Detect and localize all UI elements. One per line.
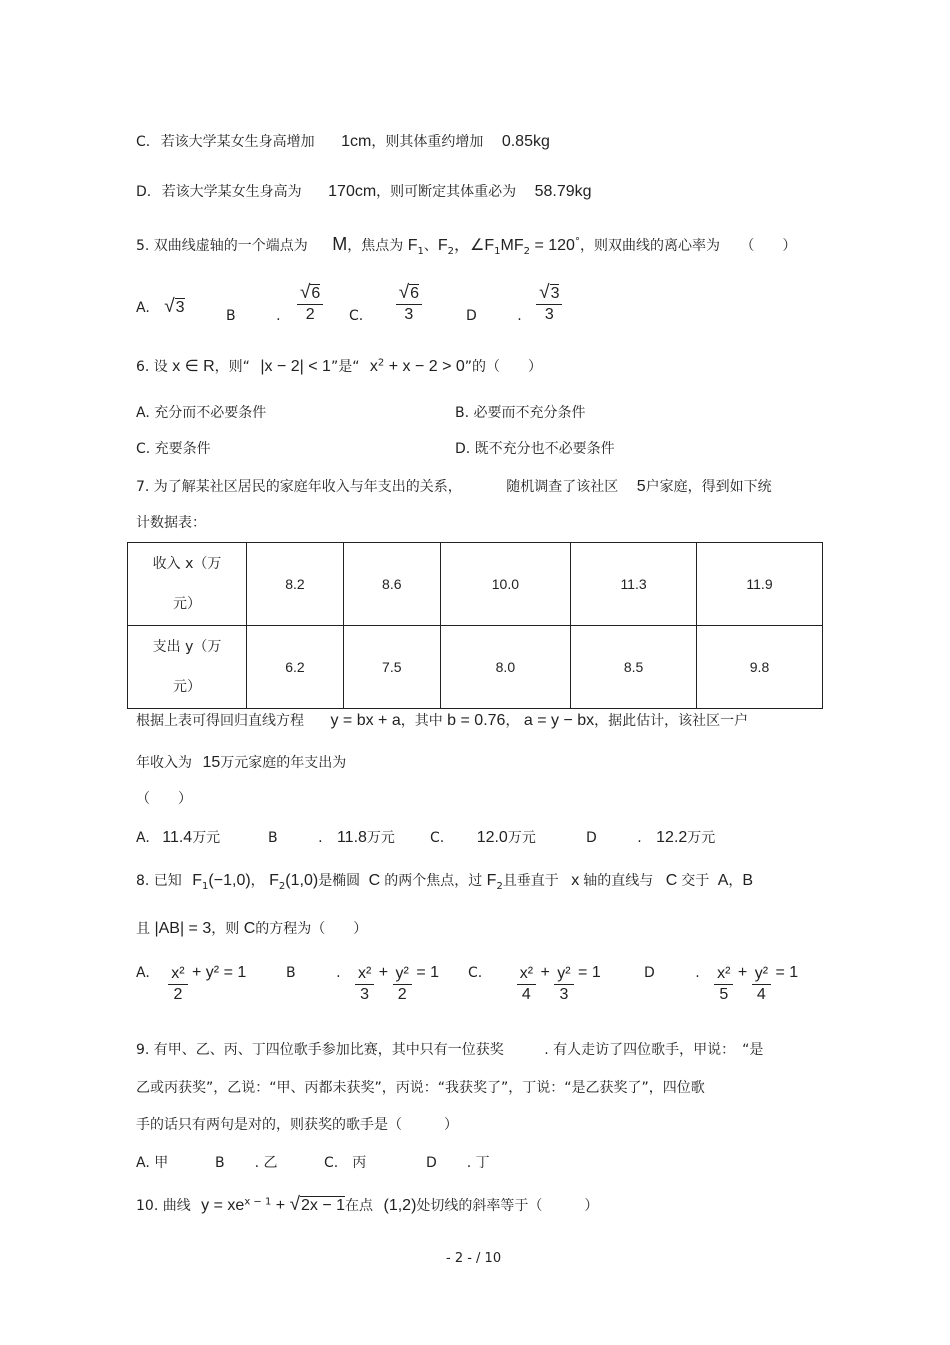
q5-option-b: B . √ $\frac{6}{2}$ [226,283,323,324]
q7-option-b: B . 11.8万元 [268,829,395,846]
q9-option-c: C. 丙 [324,1155,367,1171]
q4-option-d: D. 若该大学某女生身高为 170cm，则可断定其体重必为 58.79kg [136,183,592,200]
q9-stem-line2: 乙或丙获奖”，乙说：“甲、丙都未获奖”，丙说：“我获奖了”，丁说：“是乙获奖了”，四位歌 [136,1080,705,1096]
q9-option-a: A. 甲 [136,1155,169,1171]
page-number: - 2 - / 10 [446,1251,502,1266]
q6-option-a: A. 充分而不必要条件 [136,405,267,421]
q8-option-d: D . $\frac{\text{x²}}{5}$ + $\frac{\text{y²}}{4}$ = 1 [644,963,799,1003]
table-cell: 11.3 [571,543,697,626]
table-cell: 8.0 [440,626,570,709]
q6-option-c: C. 充要条件 [136,441,211,457]
q7-stem-2: 计数据表： [136,515,206,531]
q7-option-c: C. 12.0万元 [430,829,536,846]
q6-option-b: B. 必要而不充分条件 [455,405,586,421]
q9-stem-line1: 9. 有甲、乙、丙、丁四位歌手参加比赛，其中只有一位获奖 . 有人走访了四位歌手，甲说： “是 [136,1042,764,1058]
q6-option-d: D. 既不充分也不必要条件 [455,441,615,457]
q8-option-c: C. $\frac{\text{x²}}{4}$ + $\frac{\text{y²}}{3}$ = 1 [468,963,601,1003]
q8-stem: 8. 已知 $F_1(-1,0)$， $F_2(1,0)$是椭圆 C 的两个焦点，过 $F_2$且垂直于 x 轴的直线与 C 交于 A，B [136,872,754,892]
q7-stem: 7. 为了解某社区居民的家庭年收入与年支出的关系， 随机调查了该社区 5户家庭，得到如下统 [136,478,772,495]
q7-question-text: 年收入为 15万元家庭的年支出为 [136,754,347,771]
q4-option-c: C. 若该大学某女生身高增加 1cm，则其体重约增加 0.85kg [136,133,550,150]
table-cell: 8.6 [343,543,440,626]
table-cell: 10.0 [440,543,570,626]
table-cell: 9.8 [697,626,823,709]
q8-stem-2: 且 |AB| = 3，则 C的方程为（ ） [136,920,368,937]
q7-option-d: D . 12.2万元 [586,829,716,846]
q8-option-a: A. $\frac{\text{x²}}{2}$ + y² = 1 [136,963,247,1003]
table-cell: 7.5 [343,626,440,709]
table-cell: 11.9 [697,543,823,626]
q7-option-a: A. 11.4万元 [136,829,221,846]
q8-option-b: B . $\frac{\text{x²}}{3}$ + $\frac{\text{y²}}{2}$ = 1 [286,963,440,1003]
table-row [128,543,823,626]
q7-data-table [127,542,823,709]
q7-paren: （ ） [136,791,192,807]
q9-option-d: D . 丁 [426,1155,490,1171]
q6-stem: 6. 设 x ∈ R，则“ |x − 2| < 1”是“ $x^2 + x - 2 > 0$”的（ ） [136,357,543,375]
q9-option-b: B . 乙 [215,1155,278,1171]
table-cell: 8.5 [571,626,697,709]
q5-option-c: C. √ $\frac{6}{3}$ [349,283,422,324]
q5-stem: 5. 双曲线虚轴的一个端点为 M，焦点为 $F_1$、$F_2$，$\angle F_1MF_2 = 120^\circ$，则双曲线的离心率为 （ ） [136,234,797,257]
table-cell: 8.2 [247,543,344,626]
table-row [128,626,823,709]
table-cell: 6.2 [247,626,344,709]
q10-stem: 10. 曲线 $y = xe^{x - 1}$ + √ 2x − 1在点 (1,2)处切线的斜率等于（ ） [136,1194,598,1216]
q9-stem-line3: 手的话只有两句是对的，则获奖的歌手是（ ） [136,1117,458,1133]
q7-regression-text: 根据上表可得回归直线方程 y = bx + a，其中 b = 0.76， a = y − bx，据此估计，该社区一户 [136,712,749,729]
q5-option-d: D . √ $\frac{3}{3}$ [466,283,562,324]
q5-option-a: A. √ 3 [136,296,185,318]
table-header-income: 收入 x（万 元） [128,543,247,626]
table-header-expense: 支出 y（万 元） [128,626,247,709]
